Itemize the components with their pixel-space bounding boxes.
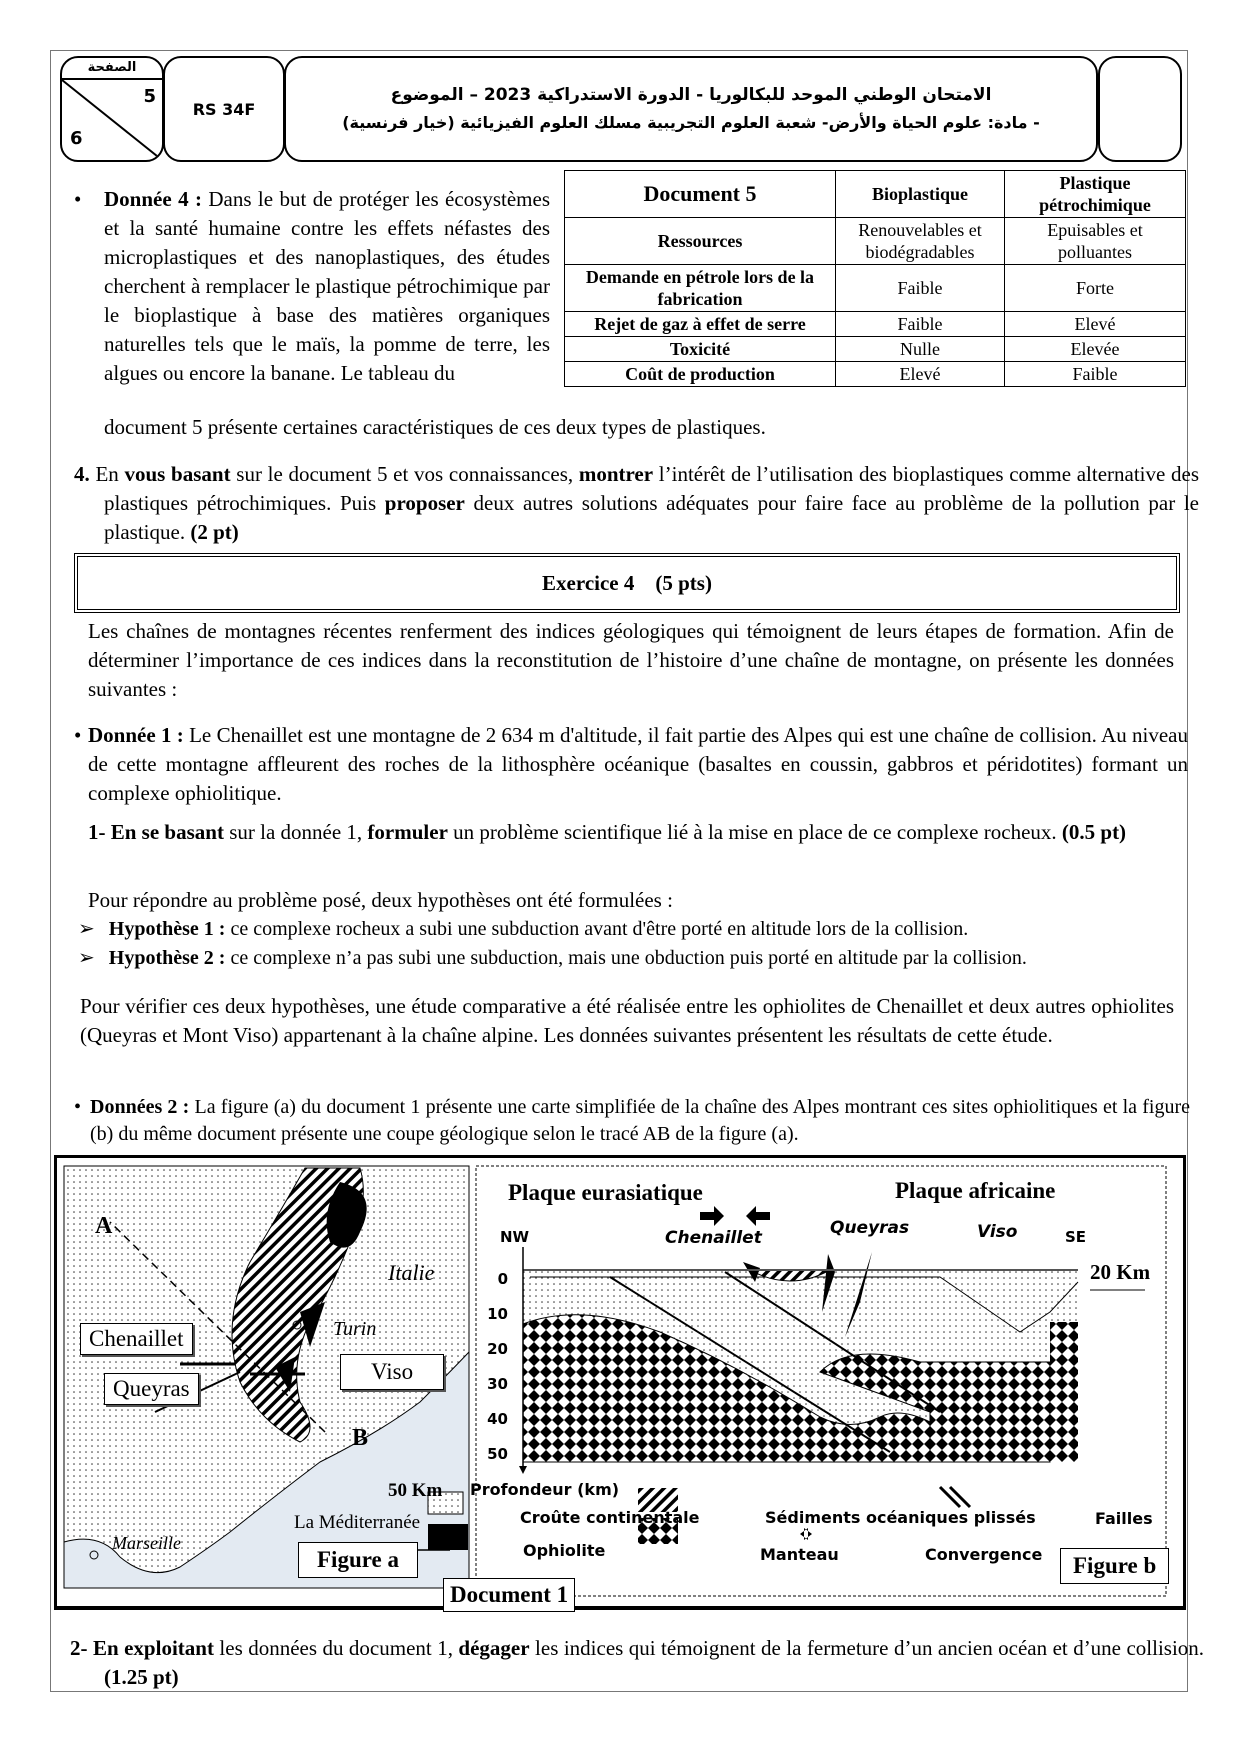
- depth-axis-ticks: [486, 1262, 508, 1472]
- label-b-chenaillet: Chenaillet: [665, 1228, 762, 1248]
- figure-b-section: [428, 1166, 1166, 1596]
- exercice-title: Exercice 4 (5 pts): [542, 570, 712, 595]
- table-row: [565, 362, 1186, 387]
- table-row: [565, 337, 1186, 362]
- legend-sediments: Sédiments océaniques plissés: [765, 1508, 1036, 1527]
- hypothesis-1: ➢ Hypothèse 1 : ce complexe rocheux a subi une subduction avant d'être porté en altitude lors de la collision.: [78, 918, 969, 940]
- point-a: A: [95, 1213, 113, 1239]
- table-row: [565, 218, 1186, 265]
- bullet: •: [74, 187, 82, 211]
- cell: Epuisables et polluantes: [1005, 218, 1186, 265]
- donnee-1: • Donnée 1 : Le Chenaillet est une montagne de 2 634 m d'altitude, il fait partie des Alpes qui est une chaîne de collision. Au niveau de cette montagne affleurent des roches de la lithosphère océanique (basaltes en coussin, gabbros et péridotites) formant un complexe ophiolitique.: [74, 723, 1189, 805]
- label-nw: NW: [500, 1228, 530, 1246]
- figure-a-title: Figure a: [298, 1542, 418, 1578]
- label-se: SE: [1065, 1228, 1087, 1246]
- depth-tick: 10: [487, 1305, 508, 1323]
- table-row: [565, 265, 1186, 312]
- table-row: [565, 312, 1186, 337]
- exam-title: الامتحان الوطني الموحد للبكالوريا - الدورة الاستدراكية 2023 – الموضوع: [390, 85, 992, 105]
- row-label: Rejet de gaz à effet de serre: [565, 312, 836, 337]
- donnees-2: • Données 2 : La figure (a) du document 1 présente une carte simplifiée de la chaîne des Alpes montrant ces sites ophiolitiques et la figure (b) du même document présente une coupe géologique selon le tracé AB de la figure (a).: [74, 1096, 1191, 1145]
- page-total: 6: [70, 128, 83, 149]
- donnee-4-label: Donnée 4 :: [104, 187, 202, 211]
- title-box: [284, 56, 1098, 162]
- donnee-4: [74, 185, 550, 388]
- exam-code: RS 34F: [192, 99, 256, 119]
- page-current: 5: [143, 86, 156, 107]
- cell: Elevé: [1005, 312, 1186, 337]
- label-viso: Viso: [340, 1354, 444, 1390]
- label-plaque-africaine: Plaque africaine: [895, 1178, 1056, 1203]
- col-bioplastique: Bioplastique: [836, 171, 1005, 218]
- row-label: Demande en pétrole lors de la fabrication: [565, 265, 836, 312]
- question-4: 4. En vous basant sur le document 5 et vos connaissances, montrer l’intérêt de l’utilisation des bioplastiques comme alternative des plastiques pétrochimiques. Puis proposer deux autres solutions adéquates pour faire face au problème de la pollution par le plastique. (2 pt): [74, 462, 1200, 544]
- depth-tick: 20: [487, 1340, 508, 1358]
- label-chenaillet: Chenaillet: [80, 1323, 193, 1355]
- cell: Nulle: [836, 337, 1005, 362]
- exercice-4-header: [74, 553, 1180, 613]
- legend-failles-swatch: [940, 1487, 970, 1507]
- legend-manteau: Manteau: [760, 1545, 839, 1564]
- depth-tick: 40: [487, 1410, 508, 1428]
- code-box: [163, 56, 285, 162]
- legend-croute: Croûte continentale: [520, 1508, 700, 1527]
- cell: Faible: [836, 265, 1005, 312]
- figure-b-title: Figure b: [1060, 1548, 1169, 1584]
- exam-subject: - مادة: علوم الحياة والأرض- شعبة العلوم التجريبية مسلك العلوم الفيزيائية (خيار فرنسية): [342, 113, 1040, 132]
- label-plaque-eurasiatique: Plaque eurasiatique: [508, 1180, 703, 1205]
- cell: Renouvelables et biodégradables: [836, 218, 1005, 265]
- cell: Faible: [836, 312, 1005, 337]
- question-1: 1- En se basant sur la donnée 1, formuler un problème scientifique lié à la mise en place de ce complexe rocheux. (0.5 pt): [88, 820, 1127, 844]
- label-b-queyras: Queyras: [830, 1218, 910, 1238]
- hypotheses-intro: Pour répondre au problème posé, deux hypothèses ont été formulées :: [88, 888, 673, 912]
- hypothesis-2: ➢ Hypothèse 2 : ce complexe n’a pas subi une subduction, mais une obduction puis porté en altitude par la collision.: [78, 947, 1027, 969]
- cell: Forte: [1005, 265, 1186, 312]
- doc5-title: Document 5: [565, 171, 836, 218]
- donnee-4-text: Dans le but de protéger les écosystèmes et la santé humaine contre les effets néfastes des microplastiques et des nanoplastiques, des études cherchent à remplacer le plastique pétrochimique par le bioplastique à base des matières organiques naturelles tels que le maïs, la pomme de terre, les algues ou encore la banane. Le tableau du: [104, 187, 550, 385]
- label-marseille: Marseille: [112, 1533, 181, 1553]
- legend-ophiolite: Ophiolite: [523, 1541, 606, 1560]
- page-number-box: [60, 56, 164, 162]
- legend-convergence: Convergence: [925, 1545, 1043, 1564]
- depth-tick: 30: [487, 1375, 508, 1393]
- page-label: الصفحة: [62, 58, 162, 80]
- document-5-table: [564, 170, 1186, 387]
- legend-failles: Failles: [1095, 1509, 1153, 1528]
- col-petro: Plastique pétrochimique: [1005, 171, 1186, 218]
- cell: Faible: [1005, 362, 1186, 387]
- point-b: B: [352, 1425, 369, 1451]
- depth-axis-label: Profondeur (km): [470, 1480, 620, 1499]
- intro-paragraph: Les chaînes de montagnes récentes renferment des indices géologiques qui témoignent de leurs étapes de formation. Afin de déterminer l’importance de ces indices dans la reconstitution de l’histoire d’une chaîne de montagne, on présente les données suivantes :: [88, 619, 1174, 701]
- empty-box: [1098, 56, 1182, 162]
- legend-convergence-swatch: [800, 1528, 812, 1540]
- depth-tick: 0: [497, 1270, 508, 1288]
- question-2: 2- En exploitant les données du document 1, dégager les indices qui témoignent de la fermeture d’un ancien océan et d’une collision. (1.25 pt): [70, 1636, 1205, 1689]
- document-1-title: Document 1: [443, 1578, 575, 1612]
- row-label: Coût de production: [565, 362, 836, 387]
- cell: Elevée: [1005, 337, 1186, 362]
- label-queyras: Queyras: [104, 1373, 199, 1405]
- depth-tick: 50: [487, 1445, 508, 1463]
- etude-paragraph: Pour vérifier ces deux hypothèses, une étude comparative a été réalisée entre les ophiolites de Chenaillet et deux autres ophiolites (Queyras et Mont Viso) appartenant à la chaîne alpine. Les données suivantes présentent les résultats de cette étude.: [80, 994, 1174, 1047]
- row-label: Toxicité: [565, 337, 836, 362]
- label-italie: Italie: [388, 1260, 435, 1285]
- label-mediterranee: La Méditerranée: [294, 1512, 421, 1533]
- convergence-arrows: [700, 1206, 770, 1226]
- row-label: Ressources: [565, 218, 836, 265]
- label-turin: Turin: [333, 1318, 377, 1340]
- legend-ophiolite-swatch: [428, 1524, 468, 1550]
- scale-50km: 50 Km: [388, 1480, 443, 1501]
- donnee-4-text-end: document 5 présente certaines caractéristiques de ces deux types de plastiques.: [104, 415, 766, 439]
- scale-20km: 20 Km: [1090, 1260, 1151, 1284]
- label-b-viso: Viso: [977, 1222, 1018, 1242]
- cell: Elevé: [836, 362, 1005, 387]
